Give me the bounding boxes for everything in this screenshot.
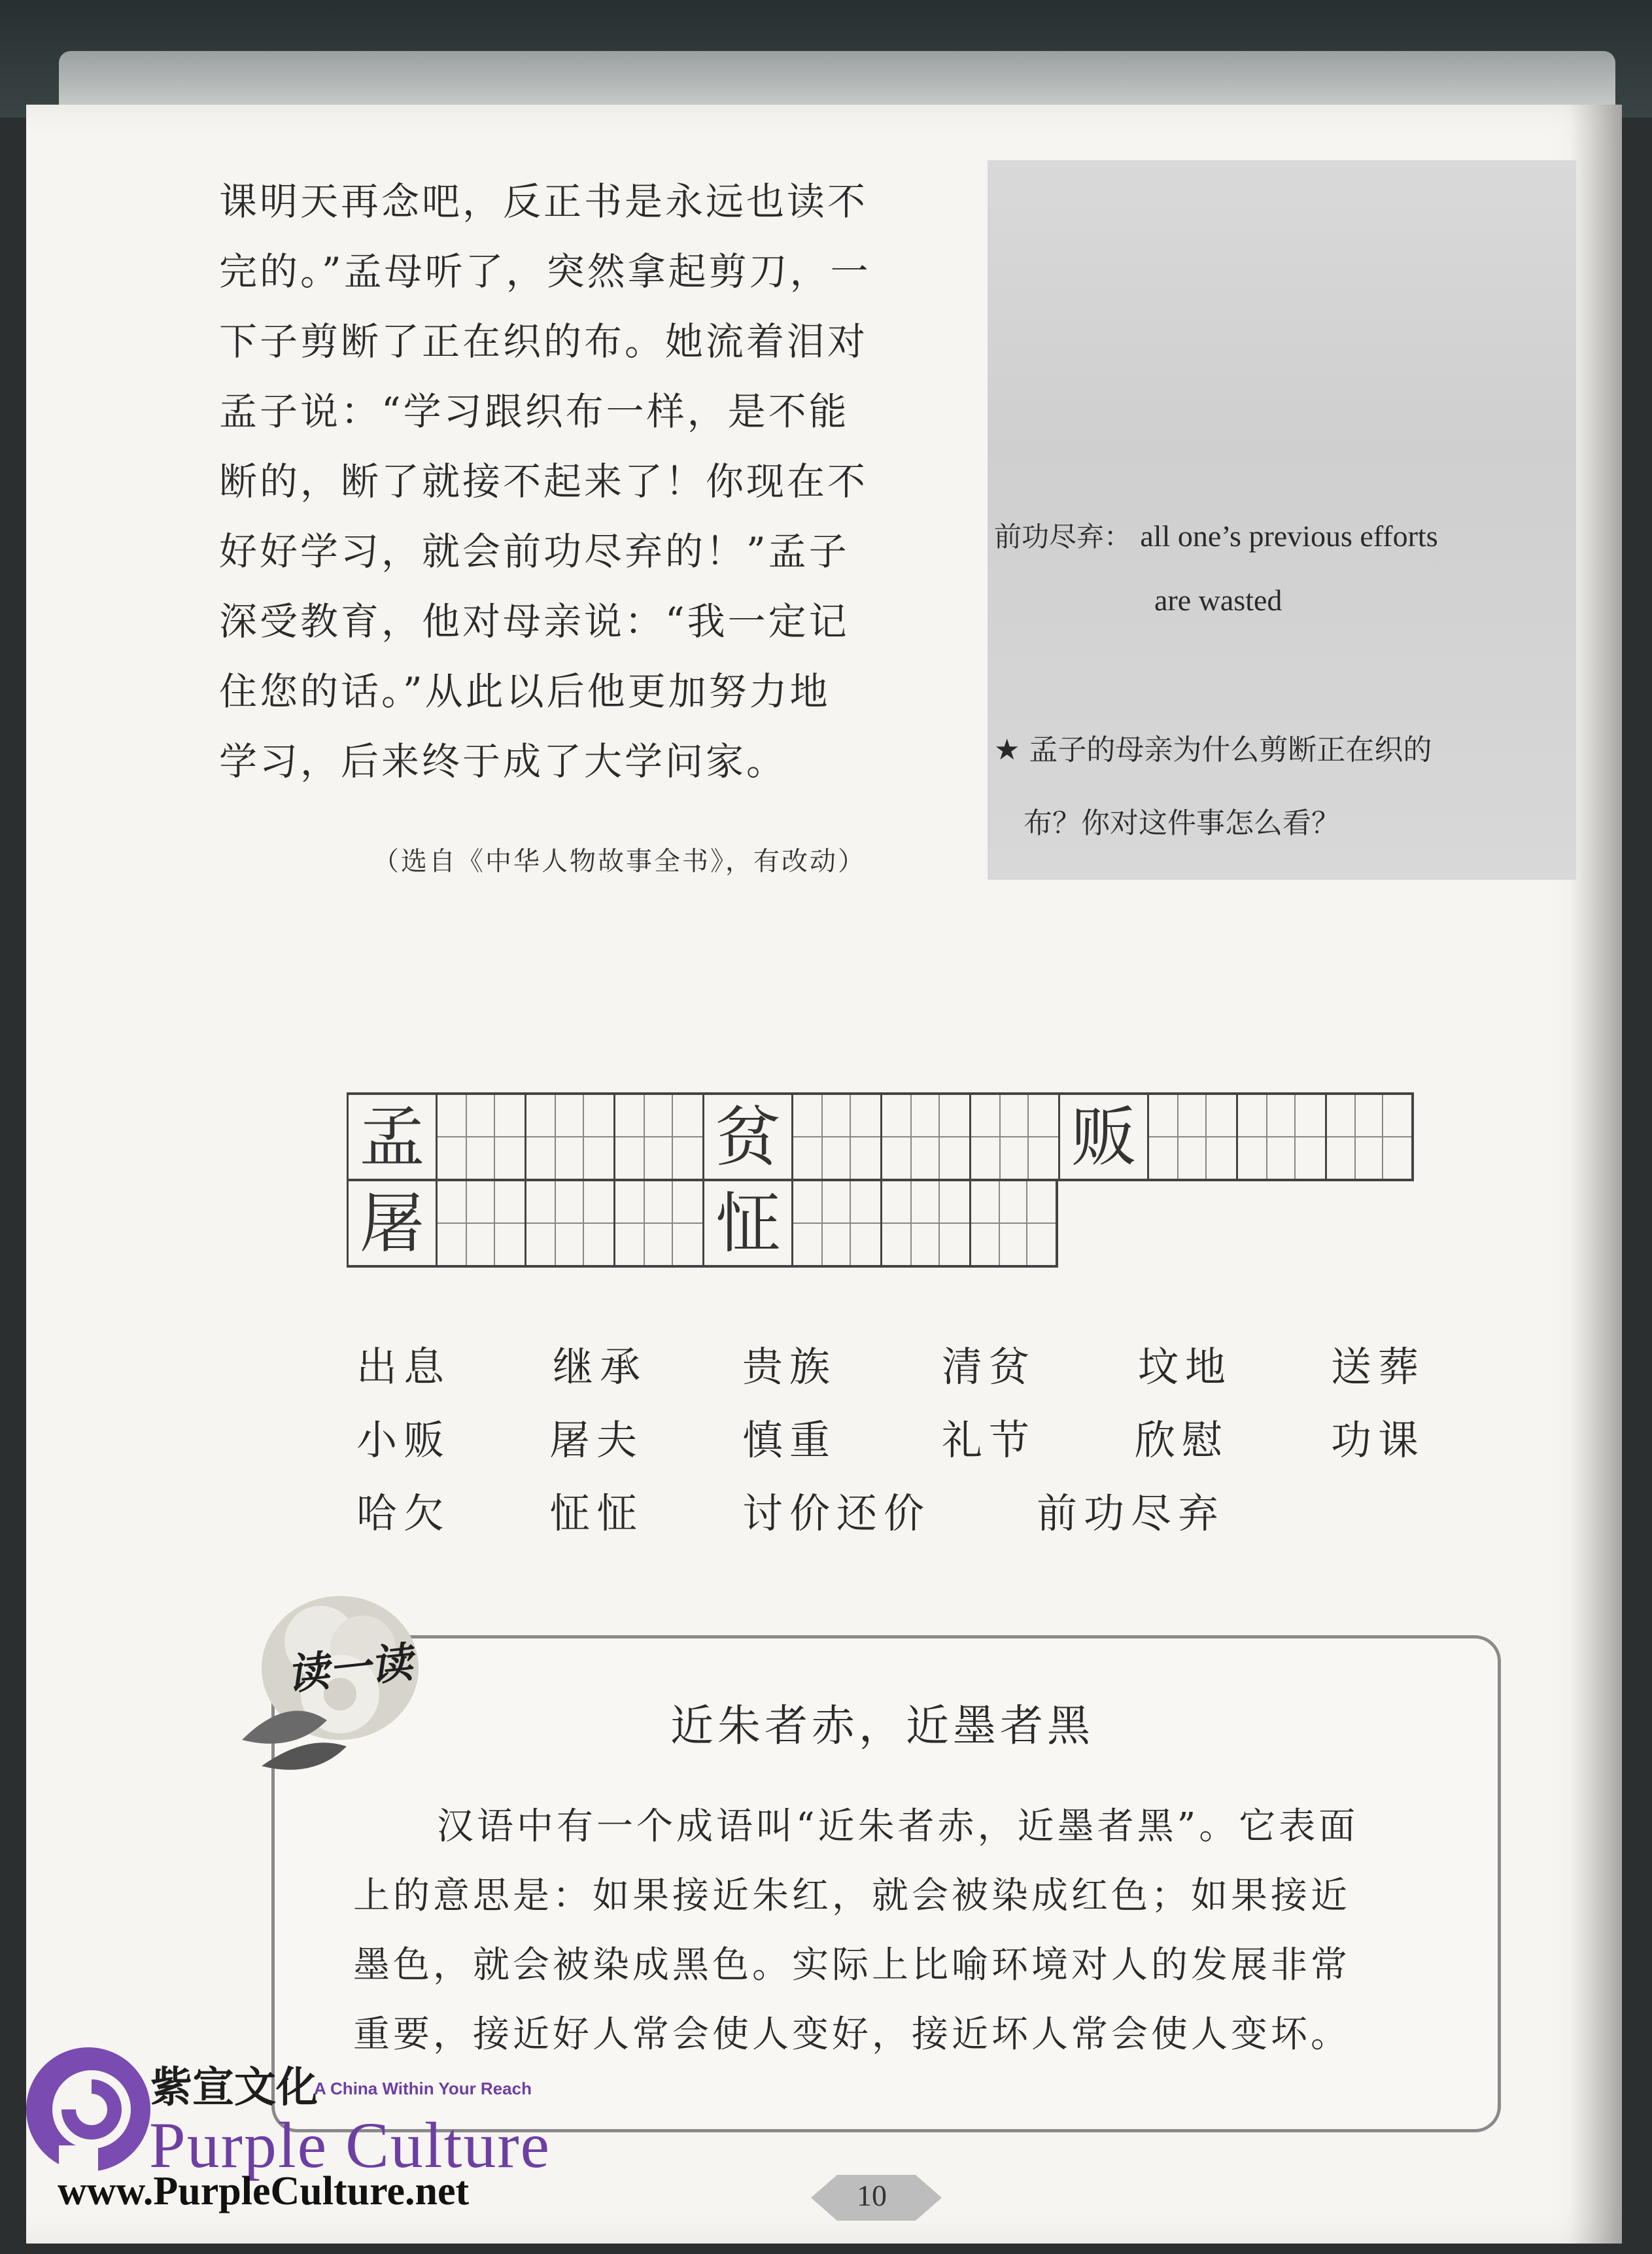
practice-cell[interactable]	[880, 1092, 969, 1181]
vocab-word: 礼节	[942, 1416, 1037, 1464]
practice-cell[interactable]	[436, 1092, 525, 1181]
practice-cell[interactable]	[969, 1092, 1058, 1181]
grid-row	[347, 1092, 1414, 1181]
practice-cell[interactable]	[525, 1179, 613, 1268]
vocab-word: 小贩	[356, 1416, 451, 1464]
vocab-word: 清贫	[942, 1343, 1037, 1391]
passage-line: 好好学习，就会前功尽弃的！”孟子	[219, 529, 850, 574]
spine-shadow	[1570, 105, 1622, 2244]
passage-line: 下子剪断了正在织的布。她流着泪对	[219, 319, 869, 364]
grid-character: 孟	[347, 1092, 436, 1181]
reading-line: 上的意思是：如果接近朱红，就会被染成红色；如果接近	[353, 1875, 1351, 1917]
practice-cell[interactable]	[969, 1179, 1058, 1268]
gloss-term: 前功尽弃：	[994, 521, 1132, 553]
vocab-word: 讨价还价	[742, 1489, 931, 1537]
reading-body	[353, 1792, 1465, 2070]
passage-line: 完的。”孟母听了，突然拿起剪刀，一	[219, 249, 871, 294]
grid-character: 屠	[347, 1179, 436, 1268]
vocab-word: 哈欠	[356, 1489, 451, 1537]
passage-line: 学习，后来终于成了大学问家。	[219, 739, 787, 784]
watermark-chinese-brand: 紫宣文化	[150, 2063, 318, 2112]
vocab-word: 怔怔	[549, 1489, 644, 1537]
story-passage	[219, 167, 938, 797]
vocab-word: 前功尽弃	[1037, 1489, 1226, 1537]
passage-line: 深受教育，他对母亲说：“我一定记	[219, 599, 850, 644]
reading-title: 近朱者赤，近墨者黑	[670, 1701, 1094, 1751]
practice-cell[interactable]	[613, 1179, 702, 1268]
reading-line: 墨色，就会被染成黑色。实际上比喻环境对人的发展非常	[353, 1944, 1351, 1986]
grid-row	[347, 1179, 1414, 1268]
practice-cell[interactable]	[1147, 1092, 1236, 1181]
grid-character: 贩	[1058, 1092, 1147, 1181]
character-writing-grid	[347, 1092, 1414, 1268]
practice-cell[interactable]	[525, 1092, 613, 1181]
vocab-word: 功课	[1331, 1416, 1426, 1464]
gloss-definition-2: are wasted	[1154, 583, 1282, 617]
grid-character: 贫	[702, 1092, 791, 1181]
grid-character: 怔	[702, 1179, 791, 1268]
vocab-word: 屠夫	[549, 1416, 644, 1464]
reading-line: 重要，接近好人常会使人变好，接近坏人常会使人变坏。	[353, 2013, 1351, 2056]
cover-lip	[59, 51, 1615, 110]
practice-cell[interactable]	[1325, 1092, 1414, 1181]
vocab-word: 继承	[553, 1343, 647, 1391]
practice-cell[interactable]	[436, 1179, 525, 1268]
discussion-question	[994, 726, 1570, 841]
question-line-1: ★ 孟子的母亲为什么剪断正在织的	[994, 733, 1432, 767]
gloss-definition-1: all one’s previous efforts	[1140, 519, 1438, 553]
vocab-word: 坟地	[1138, 1343, 1233, 1391]
watermark-url: www.PurpleCulture.net	[58, 2169, 470, 2213]
gloss-note	[994, 517, 1570, 617]
practice-cell[interactable]	[613, 1092, 702, 1181]
passage-line: 课明天再念吧，反正书是永远也读不	[219, 179, 869, 224]
vocab-word: 出息	[356, 1343, 451, 1391]
vocab-word: 送葬	[1331, 1343, 1426, 1391]
question-line-2: 布？你对这件事怎么看？	[1024, 806, 1340, 840]
vocab-word: 贵族	[742, 1343, 837, 1391]
page-number: 10	[857, 2179, 887, 2212]
reading-line: 汉语中有一个成语叫“近朱者赤，近墨者黑”。它表面	[437, 1805, 1359, 1848]
practice-cell[interactable]	[791, 1092, 880, 1181]
passage-line: 孟子说：“学习跟织布一样，是不能	[219, 389, 850, 434]
vocab-word: 慎重	[742, 1416, 837, 1464]
watermark-slogan: A China Within Your Reach	[314, 2079, 532, 2098]
practice-cell[interactable]	[1236, 1092, 1325, 1181]
practice-cell[interactable]	[791, 1179, 880, 1268]
vocab-word: 欣慰	[1135, 1416, 1230, 1464]
watermark-brand: Purple Culture	[149, 2109, 551, 2181]
practice-cell[interactable]	[880, 1179, 969, 1268]
read-section-label: 读一读	[284, 1638, 415, 1700]
passage-line: 住您的话。”从此以后他更加努力地	[219, 669, 831, 714]
passage-line: 断的，断了就接不起来了！你现在不	[219, 459, 869, 504]
purple-culture-logo-icon	[20, 2034, 157, 2185]
source-citation: （选自《中华人物故事全书》，有改动）	[373, 846, 866, 876]
